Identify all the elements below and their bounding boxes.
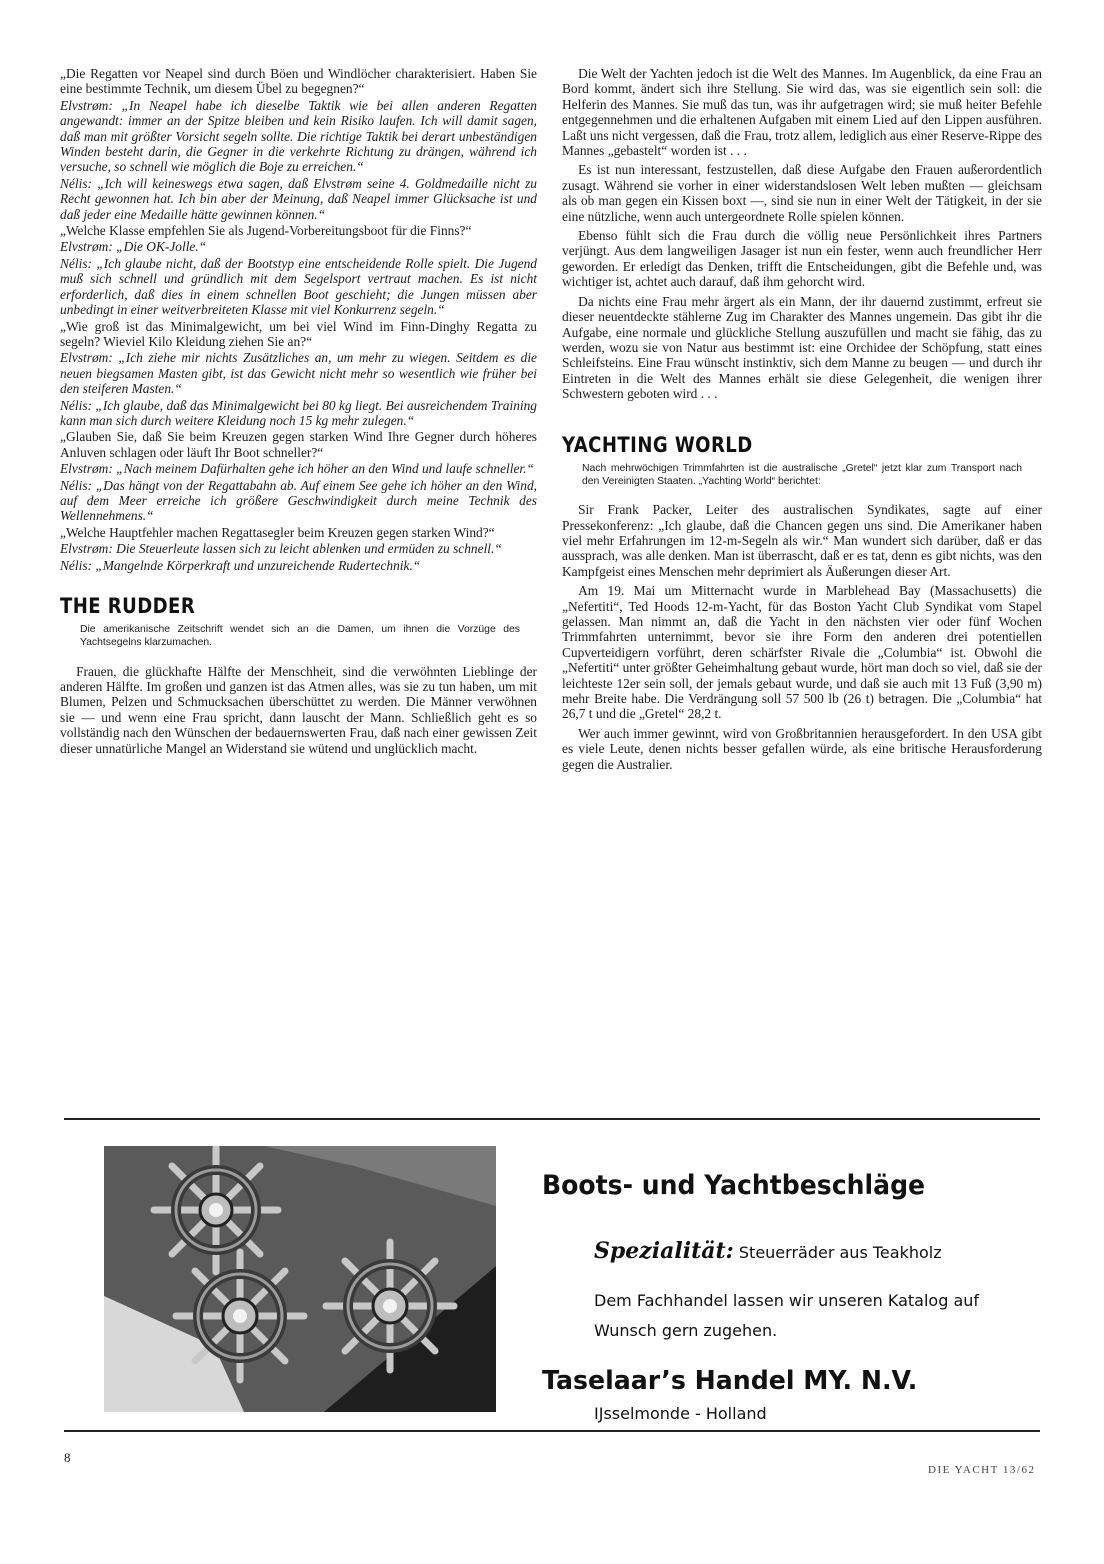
ad-title: Boots- und Yachtbeschläge [542,1170,926,1201]
question-paragraph: „Welche Klasse empfehlen Sie als Jugend-Vorbereitungsboot für die Finns?“ [60,223,472,239]
question-paragraph: „Glauben Sie, daß Sie beim Kreuzen gegen starken Wind Ihre Gegner durch höheres Anluven schlagen oder läuft Ihr Boot schneller?“ [60,429,537,460]
article-paragraph: Frauen, die glückhafte Hälfte der Menschheit, sind die verwöhnten Lieblinge der anderen Hälfte. Im großen und ganzen ist das Atmen alles, was sie zu tun haben, um mit Blumen, Pelzen und Schmucksachen überschüttet zu werden. Die Männer verwöhnen sie — und wenn eine Frau spricht, dann lauscht der Mann. Schließlich geht es so vollständig nach den Wünschen der bedauernswerten Frau, daß nach einer gewissen Zeit dieser unnatürliche Mangel an Widerstand sie wütend und unglücklich macht. [60,663,537,756]
article-paragraph: Wer auch immer gewinnt, wird von Großbritannien herausgefordert. In den USA gibt es viele Leute, denen nichts besser gefallen würde, als eine britische Herausforderung gegen die Australier. [562,725,1042,772]
answer-paragraph: Nélis: „Ich glaube, daß das Minimalgewicht bei 80 kg liegt. Bei ausreichendem Training kann man sich durch weitere Kleidung noch 15 kg mehr zulegen.“ [60,397,537,428]
answer-paragraph: Nélis: „Ich will keineswegs etwa sagen, daß Elvstrøm seine 4. Goldmedaille nicht zu Recht gewonnen hat. Ich bin aber der Meinung, daß Neapel immer Glücksache ist und daß jeder eine Medaille hätte gewinnen können.“ [60,175,537,222]
ad-body-text: Dem Fachhandel lassen wir unseren Katalog auf Wunsch gern zugehen. [594,1291,980,1340]
answer-paragraph: Nélis: „Das hängt von der Regattabahn ab. Auf einem See gehe ich höher an den Wind, auf dem Meer erreiche ich größere Geschwindigkeit durch meine Technik des Wellennehmens.“ [60,477,537,524]
ad-specialty-label: Spezialität: [594,1238,734,1264]
advertisement [64,1118,1040,1432]
article-paragraph: Da nichts eine Frau mehr ärgert als ein Mann, der ihr dauernd zustimmt, erfreut sie dieser neuentdeckte stählerne Zug im Charakter des Mannes ungemein. Das gibt ihr die Aufgabe, eine normale und glückliche Stellung auszufüllen und macht sie fähig, das zu werden, wozu sie von Natur aus bestimmt ist: eine Orchidee der Schöpfung, statt eines Schleifsteins. Eine Frau wünscht instinktiv, sich dem Manne zu beugen — und durch ihr Eintreten in die Welt des Mannes erhält sie diese Gelegenheit, die wenigen ihrer Schwestern geboten wird . . . [562,293,1042,402]
steering-wheels-illustration [104,1146,496,1412]
question-paragraph: „Wie groß ist das Minimalgewicht, um bei viel Wind im Finn-Dinghy Regatta zu segeln? Wieviel Kilo Kleidung ziehen Sie an?“ [60,318,537,349]
wheel-icon [176,1252,304,1380]
interview-text [60,66,537,573]
answer-paragraph: Elvstrøm: „In Neapel habe ich dieselbe Taktik wie bei allen anderen Regatten angewandt: immer an der Spitze bleiben und kein Risiko laufen. Ich will damit sagen, daß man mit größter Vorsicht segeln sollte. Die richtige Taktik bei derart unbeständigen Winden besteht darin, die Gegner in die verkehrte Richtung zu drängen, während ich versuche, so schnell wie möglich die Boje zu erreichen.“ [60,97,537,175]
ad-company-name: Taselaar’s Handel MY. N.V. [542,1366,918,1396]
answer-paragraph: Elvstrøm: „Die OK-Jolle.“ [60,239,207,255]
article-paragraph: Es ist nun interessant, festzustellen, daß diese Aufgabe den Frauen außerordentlich zusagt. Während sie vorher in einer widerstandslosen Welt leben mußten — gleichsam als ob man gegen ein Kissen boxt —, sind sie nun in einer Welt der Tätigkeit, in der sie eine nützliche, wenn auch untergeordnete Rolle spielen können. [562,162,1042,224]
article-paragraph: Sir Frank Packer, Leiter des australischen Syndikates, sagte auf einer Pressekonferenz: „Ich glaube, daß die Chancen gegen uns sind. Die Amerikaner haben viel mehr Erfahrungen im 12-m-Segeln als wir.“ Man wundert sich darüber, daß er das aussprach, was alle denken. Man ist überrascht, daß er es tat, denn es gibt nichts, was den Kampfgeist eines Menschen mehr deprimiert als Äußerungen dieser Art. [562,502,1042,579]
ad-location: IJsselmonde - Holland [594,1404,767,1423]
wheel-icon [154,1148,278,1272]
steering-wheels-photo [104,1146,496,1412]
right-column [562,66,1042,773]
answer-paragraph: Elvstrøm: „Nach meinem Dafürhalten gehe ich höher an den Wind und laufe schneller.“ [60,461,534,477]
answer-paragraph: Nélis: „Ich glaube nicht, daß der Bootstyp eine entscheidende Rolle spielt. Die Jugend muß sich schnell und gründlich mit dem Segelsport vertraut machen. Es ist nicht erforderlich, daß dies in einem schnellen Boot geschieht; die Jungen müssen aber unbedingt in einer weitverbreiteten Klasse mit viel Konkurrenz segeln.“ [60,255,537,318]
section-intro: Nach mehrwöchigen Trimmfahrten ist die australische „Gretel“ jetzt klar zum Transport nach den Vereinigten Staaten. „Yachting World“ berichtet: [582,462,1022,487]
question-paragraph: „Welche Hauptfehler machen Regattasegler beim Kreuzen gegen starken Wind?“ [60,524,495,540]
article-paragraph: Am 19. Mai um Mitternacht wurde in Marblehead Bay (Massachusetts) die „Nefertiti“, Ted Hoods 12-m-Yacht, für das Boston Yacht Club Syndikat vom Stapel gelassen. Man nimmt an, daß die Yacht in den nächsten vier oder fünf Wochen Trimmfahrten unternimmt, bevor sie ihre Form den anderen drei potentiellen Cupverteidigern vorführt, deren schärfster Rivale die „Columbia“ ist. Obwohl die „Nefertiti“ unter größter Geheimhaltung gebaut wurde, hört man doch so viel, daß sie der leichteste 12er sein soll, der jemals gebaut wurde, und daß sie auch mit 13 Fuß (3,90 m) mehr Breite habe. Die Verdrängung soll 57 500 lb (26 t) betragen. Die „Columbia“ hat 26,7 t und die „Gretel“ 28,2 t. [562,583,1042,722]
question-paragraph: „Die Regatten vor Neapel sind durch Böen und Windlöcher charakterisiert. Haben Sie eine bestimmte Technik, um diesem Übel zu begegnen?“ [60,66,537,97]
wheel-icon [326,1242,454,1370]
answer-paragraph: Elvstrøm: Die Steuerleute lassen sich zu leicht ablenken und ermüden zu schnell.“ [60,541,502,557]
ad-specialty [594,1238,942,1264]
answer-paragraph: Elvstrøm: „Ich ziehe mir nichts Zusätzliches an, um mehr zu wiegen. Seitdem es die neuen biegsamen Masten gibt, ist das Gewicht nicht mehr so wesentlich wie früher bei den steiferen Masten.“ [60,350,537,397]
article-paragraph: Ebenso fühlt sich die Frau durch die völlig neue Persönlichkeit ihres Partners verjüngt. Aus dem langweiligen Jasager ist nun ein fester, wenn auch freundlicher Herr geworden. Er erledigt das Denken, trifft die Entscheidungen, gibt die Befehle und, was wichtiger ist, achtet auch darauf, daß ihm gehorcht wird. [562,228,1042,290]
section-heading-the-rudder: THE RUDDER [60,594,196,618]
ad-specialty-text: Steuerräder aus Teakholz [738,1243,942,1262]
article-paragraph: Die Welt der Yachten jedoch ist die Welt des Mannes. Im Augenblick, da eine Frau an Bord kommt, ändert sich ihre Stellung. Sie wird das, was sie eigentlich sein soll: die Helferin des Mannes. Sie muß das tun, was ihr aufgetragen wird; sie muß heiter Befehle entgegennehmen und die erhaltenen Aufgaben mit einem Lied auf den Lippen ausführen. Laßt uns nicht vergessen, daß die Frau, trotz allem, lediglich aus einer Reserve-Rippe des Mannes „gebastelt“ worden ist . . . [562,66,1042,159]
left-column [60,66,537,757]
section-intro: Die amerikanische Zeitschrift wendet sich an die Damen, um ihnen die Vorzüge des Yachtsegelns klarzumachen. [80,624,520,648]
page-number: 8 [64,1450,71,1465]
magazine-footer: DIE YACHT 13/62 [928,1464,1036,1476]
answer-paragraph: Nélis: „Mangelnde Körperkraft und unzureichende Rudertechnik.“ [60,557,421,573]
section-heading-yachting-world: YACHTING WORLD [562,432,753,457]
